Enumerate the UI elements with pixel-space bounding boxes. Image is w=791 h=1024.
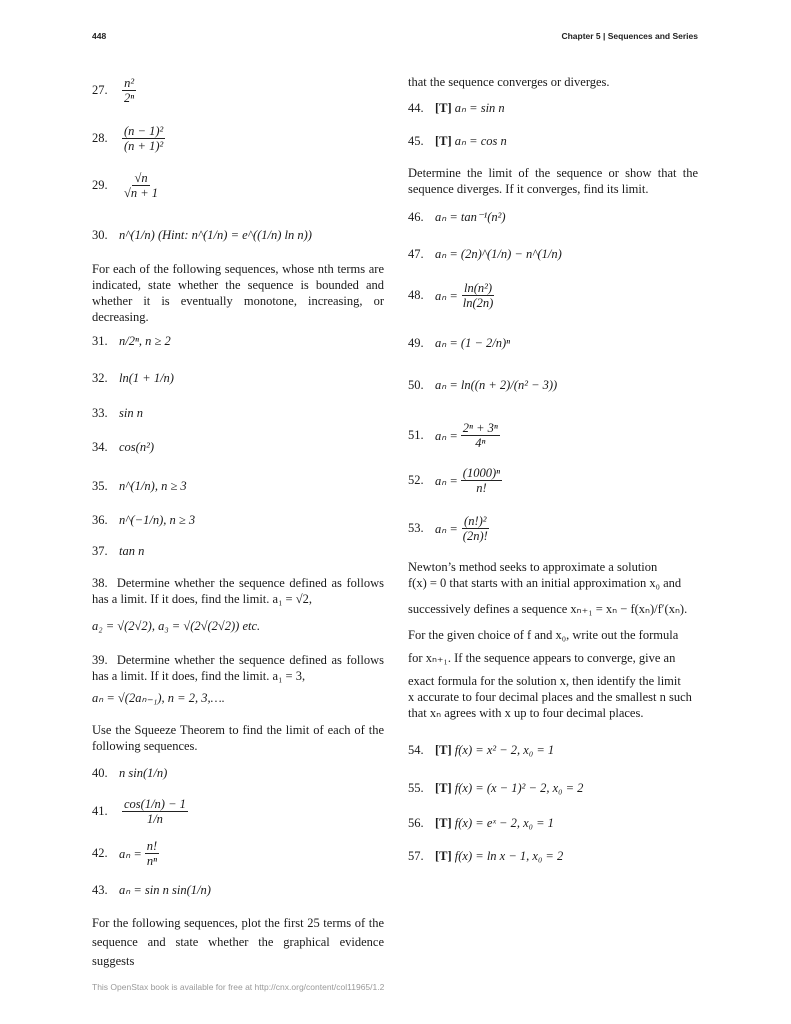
newton-method-instructions xyxy=(408,559,698,721)
exercise-36 xyxy=(92,513,195,528)
exercise-47 xyxy=(408,246,562,262)
expression: n^(1/n), n ≥ 3 xyxy=(119,479,187,493)
text-line: f(x) = 0 that starts with an initial approximation x₀ and xyxy=(408,576,682,590)
exercise-text: Determine whether the sequence defined as follows has a limit. If it does, find the limit. a₁ = 3, xyxy=(92,653,385,683)
expression: aₙ = sin n sin(1/n) xyxy=(119,883,211,897)
exercise-number: 47. xyxy=(408,246,424,261)
exercise-number: 45. xyxy=(408,133,424,148)
instructions-limit: Determine the limit of the sequence or show that the sequence diverges. If it converges, find its limit. xyxy=(408,166,698,196)
exercise-number: 28. xyxy=(92,131,108,145)
exercise-number: 44. xyxy=(408,100,424,115)
numerator: n! xyxy=(146,839,158,853)
exercise-number: 51. xyxy=(408,428,424,442)
exercise-31 xyxy=(92,334,171,349)
text-line: x accurate to four decimal places and the smallest n such xyxy=(408,690,692,704)
exercise-57 xyxy=(408,849,563,864)
exercise-50 xyxy=(408,377,557,393)
exercise-41 xyxy=(92,797,191,826)
expression: ln(1 + 1/n) xyxy=(119,371,174,385)
text-line: exact formula for the solution x, then identify the limit xyxy=(408,674,681,688)
expression: aₙ = (2n)^(1/n) − n^(1/n) xyxy=(435,247,562,261)
expression: f(x) = x² − 2, x₀ = 1 xyxy=(454,743,555,757)
expression: aₙ = cos n xyxy=(454,134,507,148)
exercise-number: 50. xyxy=(408,377,424,392)
expression: aₙ = sin n xyxy=(454,101,505,115)
expression-lhs: aₙ = xyxy=(119,846,142,861)
denominator: (n + 1)² xyxy=(124,139,164,153)
fraction xyxy=(145,839,159,868)
expression-lhs: aₙ = xyxy=(435,521,458,536)
exercise-39 xyxy=(92,652,384,684)
exercise-number: 30. xyxy=(92,228,108,242)
exercise-number: 31. xyxy=(92,334,108,348)
exercise-27 xyxy=(92,76,139,105)
exercise-number: 34. xyxy=(92,440,108,454)
exercise-28 xyxy=(92,124,168,153)
exercise-number: 38. xyxy=(92,576,108,590)
numerator: (n!)² xyxy=(464,514,487,528)
text-line: that xₙ agrees with x up to four decimal places. xyxy=(408,706,644,720)
exercise-number: 27. xyxy=(92,83,108,97)
exercise-number: 29. xyxy=(92,178,108,192)
exercise-number: 33. xyxy=(92,406,108,420)
exercise-number: 56. xyxy=(408,816,424,830)
exercise-40 xyxy=(92,766,167,781)
exercise-48 xyxy=(408,281,498,310)
exercise-number: 41. xyxy=(92,804,108,818)
exercise-number: 36. xyxy=(92,513,108,527)
exercise-30 xyxy=(92,228,312,243)
denominator: 4ⁿ xyxy=(475,436,486,450)
exercise-number: 35. xyxy=(92,479,108,493)
expression-lhs: aₙ = xyxy=(435,288,458,303)
fraction xyxy=(122,797,188,826)
exercise-number: 43. xyxy=(92,882,108,897)
fraction xyxy=(122,124,165,153)
instructions-squeeze-theorem: Use the Squeeze Theorem to find the limit of each of the following sequences. xyxy=(92,723,384,753)
exercise-number: 42. xyxy=(92,846,108,860)
exercise-33 xyxy=(92,406,143,421)
exercise-53 xyxy=(408,514,493,543)
technology-tag: [T] xyxy=(435,781,452,795)
technology-tag: [T] xyxy=(435,100,452,115)
expression: f(x) = eˣ − 2, x₀ = 1 xyxy=(454,816,554,830)
exercise-52 xyxy=(408,466,505,495)
exercise-42 xyxy=(92,839,162,868)
denominator: (2n)! xyxy=(462,529,488,543)
numerator: cos(1/n) − 1 xyxy=(124,797,186,811)
expression-lhs: aₙ = xyxy=(435,473,458,488)
exercise-number: 40. xyxy=(92,766,108,780)
numerator: n² xyxy=(124,76,135,90)
exercise-38-formula: a₂ = √(2√2), a₃ = √(2√(2√2)) etc. xyxy=(92,619,261,633)
exercise-35 xyxy=(92,479,187,494)
numerator: √n xyxy=(134,171,148,185)
exercise-number: 55. xyxy=(408,781,424,795)
expression: n^(1/n) xyxy=(119,228,155,242)
expression: n/2ⁿ, n ≥ 2 xyxy=(119,334,171,348)
exercise-number: 32. xyxy=(92,371,108,385)
exercise-49 xyxy=(408,335,510,351)
exercise-54 xyxy=(408,743,554,758)
exercise-39-formula: aₙ = √(2aₙ₋₁), n = 2, 3,…. xyxy=(92,691,225,705)
exercise-29 xyxy=(92,171,163,200)
technology-tag: [T] xyxy=(435,133,452,148)
footer-attribution: This OpenStax book is available for free at http://cnx.org/content/col11965/1.2 xyxy=(92,982,385,992)
expression: tan n xyxy=(119,544,145,558)
fraction xyxy=(461,421,500,450)
exercise-55 xyxy=(408,781,583,796)
exercise-number: 49. xyxy=(408,335,424,350)
numerator: (n − 1)² xyxy=(124,124,164,138)
numerator: ln(n²) xyxy=(464,281,493,295)
expression: aₙ = tan⁻¹(n²) xyxy=(435,210,506,224)
page-number: 448 xyxy=(92,31,107,41)
numerator: (1000)ⁿ xyxy=(462,466,501,480)
exercise-number: 52. xyxy=(408,473,424,487)
denominator: n! xyxy=(476,481,487,495)
exercise-number: 53. xyxy=(408,521,424,535)
text-line: Newton’s method seeks to approximate a solution xyxy=(408,560,658,574)
fraction xyxy=(122,76,136,105)
exercise-number: 39. xyxy=(92,653,108,667)
instructions-bounded-monotone: For each of the following sequences, whose nth terms are indicated, state whether the sequence is bounded and whether it is eventually monotone, increasing, or decreasing. xyxy=(92,262,384,324)
expression: aₙ = ln((n + 2)/(n² − 3)) xyxy=(435,378,558,392)
exercise-37 xyxy=(92,544,144,559)
expression: cos(n²) xyxy=(119,440,154,454)
exercise-38 xyxy=(92,575,384,607)
exercise-43 xyxy=(92,882,211,898)
exercise-46 xyxy=(408,209,506,225)
numerator: 2ⁿ + 3ⁿ xyxy=(462,421,498,435)
exercise-number: 54. xyxy=(408,743,424,757)
instructions-plot: For the following sequences, plot the first 25 terms of the sequence and state whether the graphical evidence suggests xyxy=(92,916,384,968)
exercise-51 xyxy=(408,421,503,450)
exercise-56 xyxy=(408,816,554,831)
technology-tag: [T] xyxy=(435,743,452,757)
denominator: nⁿ xyxy=(146,854,158,868)
expression: f(x) = ln x − 1, x₀ = 2 xyxy=(454,849,564,863)
fraction xyxy=(461,514,490,543)
chapter-title: Chapter 5 | Sequences and Series xyxy=(561,31,698,41)
expression-lhs: aₙ = xyxy=(435,428,458,443)
text-line: For the given choice of f and x₀, write out the formula xyxy=(408,628,679,642)
expression: sin n xyxy=(119,406,143,420)
expression: n sin(1/n) xyxy=(119,766,168,780)
denominator: ln(2n) xyxy=(462,296,494,310)
fraction xyxy=(461,466,502,495)
denominator: 1/n xyxy=(146,812,163,826)
text-line: for xₙ₊₁. If the sequence appears to converge, give an xyxy=(408,651,676,665)
exercise-number: 57. xyxy=(408,849,424,863)
exercise-45 xyxy=(408,133,507,149)
fraction xyxy=(122,171,160,200)
denominator: 2ⁿ xyxy=(124,91,135,105)
expression: n^(−1/n), n ≥ 3 xyxy=(119,513,196,527)
expression: aₙ = (1 − 2/n)ⁿ xyxy=(435,336,511,350)
exercise-34 xyxy=(92,440,154,455)
text-line: successively defines a sequence xₙ₊₁ = xₙ − f(xₙ)/f′(xₙ). xyxy=(408,602,688,616)
technology-tag: [T] xyxy=(435,849,452,863)
exercise-32 xyxy=(92,371,174,386)
technology-tag: [T] xyxy=(435,816,452,830)
exercise-number: 37. xyxy=(92,544,108,558)
denominator: √n + 1 xyxy=(124,186,159,200)
exercise-number: 46. xyxy=(408,209,424,224)
instructions-plot-continued: that the sequence converges or diverges. xyxy=(408,75,610,89)
fraction xyxy=(461,281,496,310)
exercise-number: 48. xyxy=(408,288,424,302)
exercise-text: Determine whether the sequence defined as follows has a limit. If it does, find the limit. a₁ = √2, xyxy=(92,576,385,606)
hint: (Hint: n^(1/n) = e^((1/n) ln n)) xyxy=(157,228,312,242)
expression: f(x) = (x − 1)² − 2, x₀ = 2 xyxy=(454,781,584,795)
exercise-44 xyxy=(408,100,505,116)
